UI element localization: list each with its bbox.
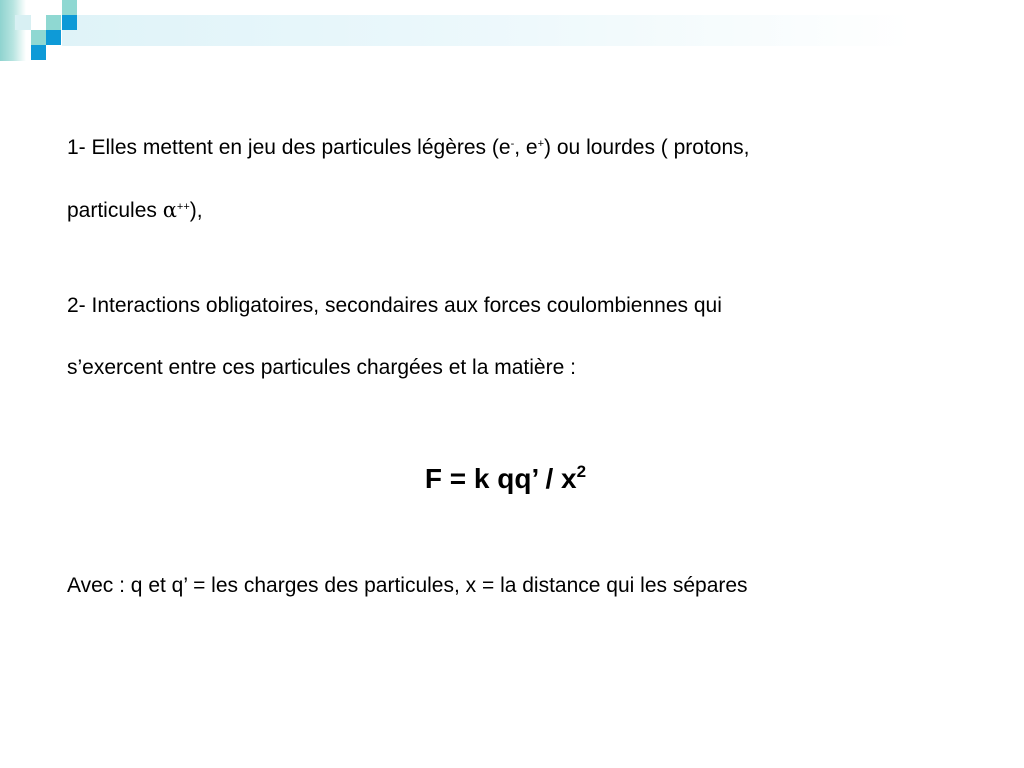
formula-exponent: 2 [576,462,587,481]
superscript: + [537,138,545,150]
text: 1- Elles mettent en jeu des particules légères (e [67,136,511,159]
coulomb-formula [0,463,1011,495]
decorative-square [62,0,77,15]
decorative-square [46,15,61,30]
superscript: ++ [176,201,190,213]
decorative-band [62,15,912,46]
text: ), [189,199,203,222]
legend-line: Avec : q et q’ = les charges des particules, x = la distance qui les sépares [67,574,748,597]
formula-text: F = k qq’ / x [424,463,577,494]
header-decoration [0,0,1024,70]
item2-line2: s’exercent entre ces particules chargées et la matière : [67,356,576,379]
decorative-square [31,45,46,60]
text: particules [67,199,163,222]
text: , e [514,136,538,159]
decorative-square [31,30,46,45]
item1-line2 [67,198,203,223]
text: ) ou lourdes ( protons, [544,136,750,159]
decorative-square [62,15,77,30]
item1-line1 [67,136,749,160]
item2-line1: 2- Interactions obligatoires, secondaires aux forces coulombiennes qui [67,294,722,317]
decorative-square [15,15,31,30]
superscript: - [510,138,515,150]
decorative-bar [0,0,26,61]
alpha-symbol: α [162,198,177,222]
decorative-square [46,30,61,45]
